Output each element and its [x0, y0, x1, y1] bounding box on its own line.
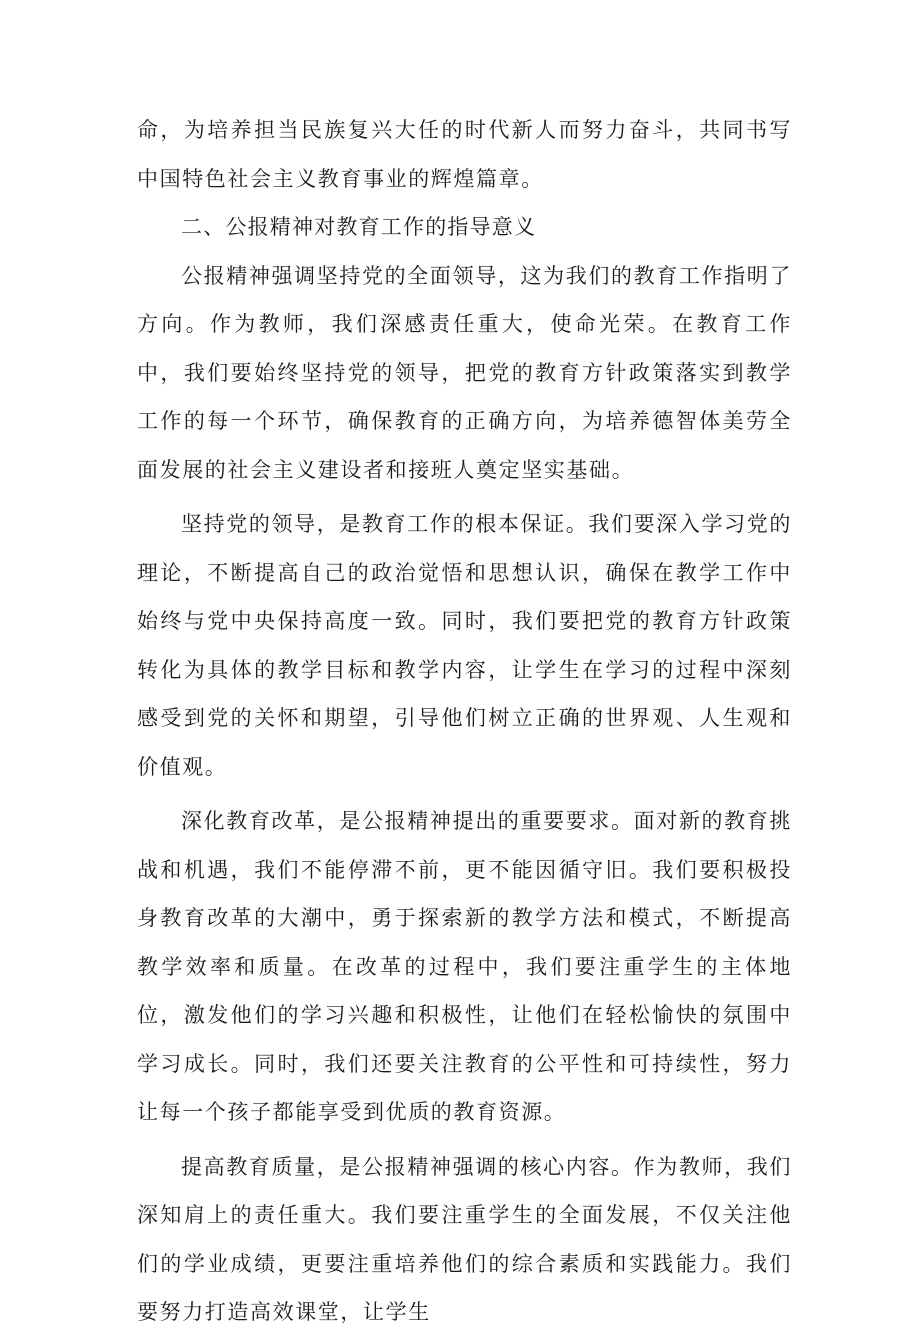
section-heading: 二、公报精神对教育工作的指导意义	[181, 215, 537, 239]
intro-continuation-paragraph: 命，为培养担当民族复兴大任的时代新人而努力奋斗，共同书写中国特色社会主义教育事业的辉煌篇章。	[137, 118, 792, 191]
body-paragraph-2: 坚持党的领导，是教育工作的根本保证。我们要深入学习党的理论，不断提高自己的政治觉悟和思想认识，确保在教学工作中始终与党中央保持高度一致。同时，我们要把党的教育方针政策转化为具体的教学目标和教学内容，让学生在学习的过程中深刻感受到党的关怀和期望，引导他们树立正确的世界观、人生观和价值观。	[137, 512, 792, 779]
body-paragraph-1: 公报精神强调坚持党的全面领导，这为我们的教育工作指明了方向。作为教师，我们深感责任重大，使命光荣。在教育工作中，我们要始终坚持党的领导，把党的教育方针政策落实到教学工作的每一个环节，确保教育的正确方向，为培养德智体美劳全面发展的社会主义建设者和接班人奠定坚实基础。	[137, 263, 792, 482]
body-paragraph-4: 提高教育质量，是公报精神强调的核心内容。作为教师，我们深知肩上的责任重大。我们要注重学生的全面发展，不仅关注他们的学业成绩，更要注重培养他们的综合素质和实践能力。我们要努力打造高效课堂，让学生	[137, 1154, 792, 1324]
body-paragraph-3: 深化教育改革，是公报精神提出的重要要求。面对新的教育挑战和机遇，我们不能停滞不前，更不能因循守旧。我们要积极投身教育改革的大潮中，勇于探索新的教学方法和模式，不断提高教学效率和质量。在改革的过程中，我们要注重学生的主体地位，激发他们的学习兴趣和积极性，让他们在轻松愉快的氛围中学习成长。同时，我们还要关注教育的公平性和可持续性，努力让每一个孩子都能享受到优质的教育资源。	[137, 809, 792, 1124]
